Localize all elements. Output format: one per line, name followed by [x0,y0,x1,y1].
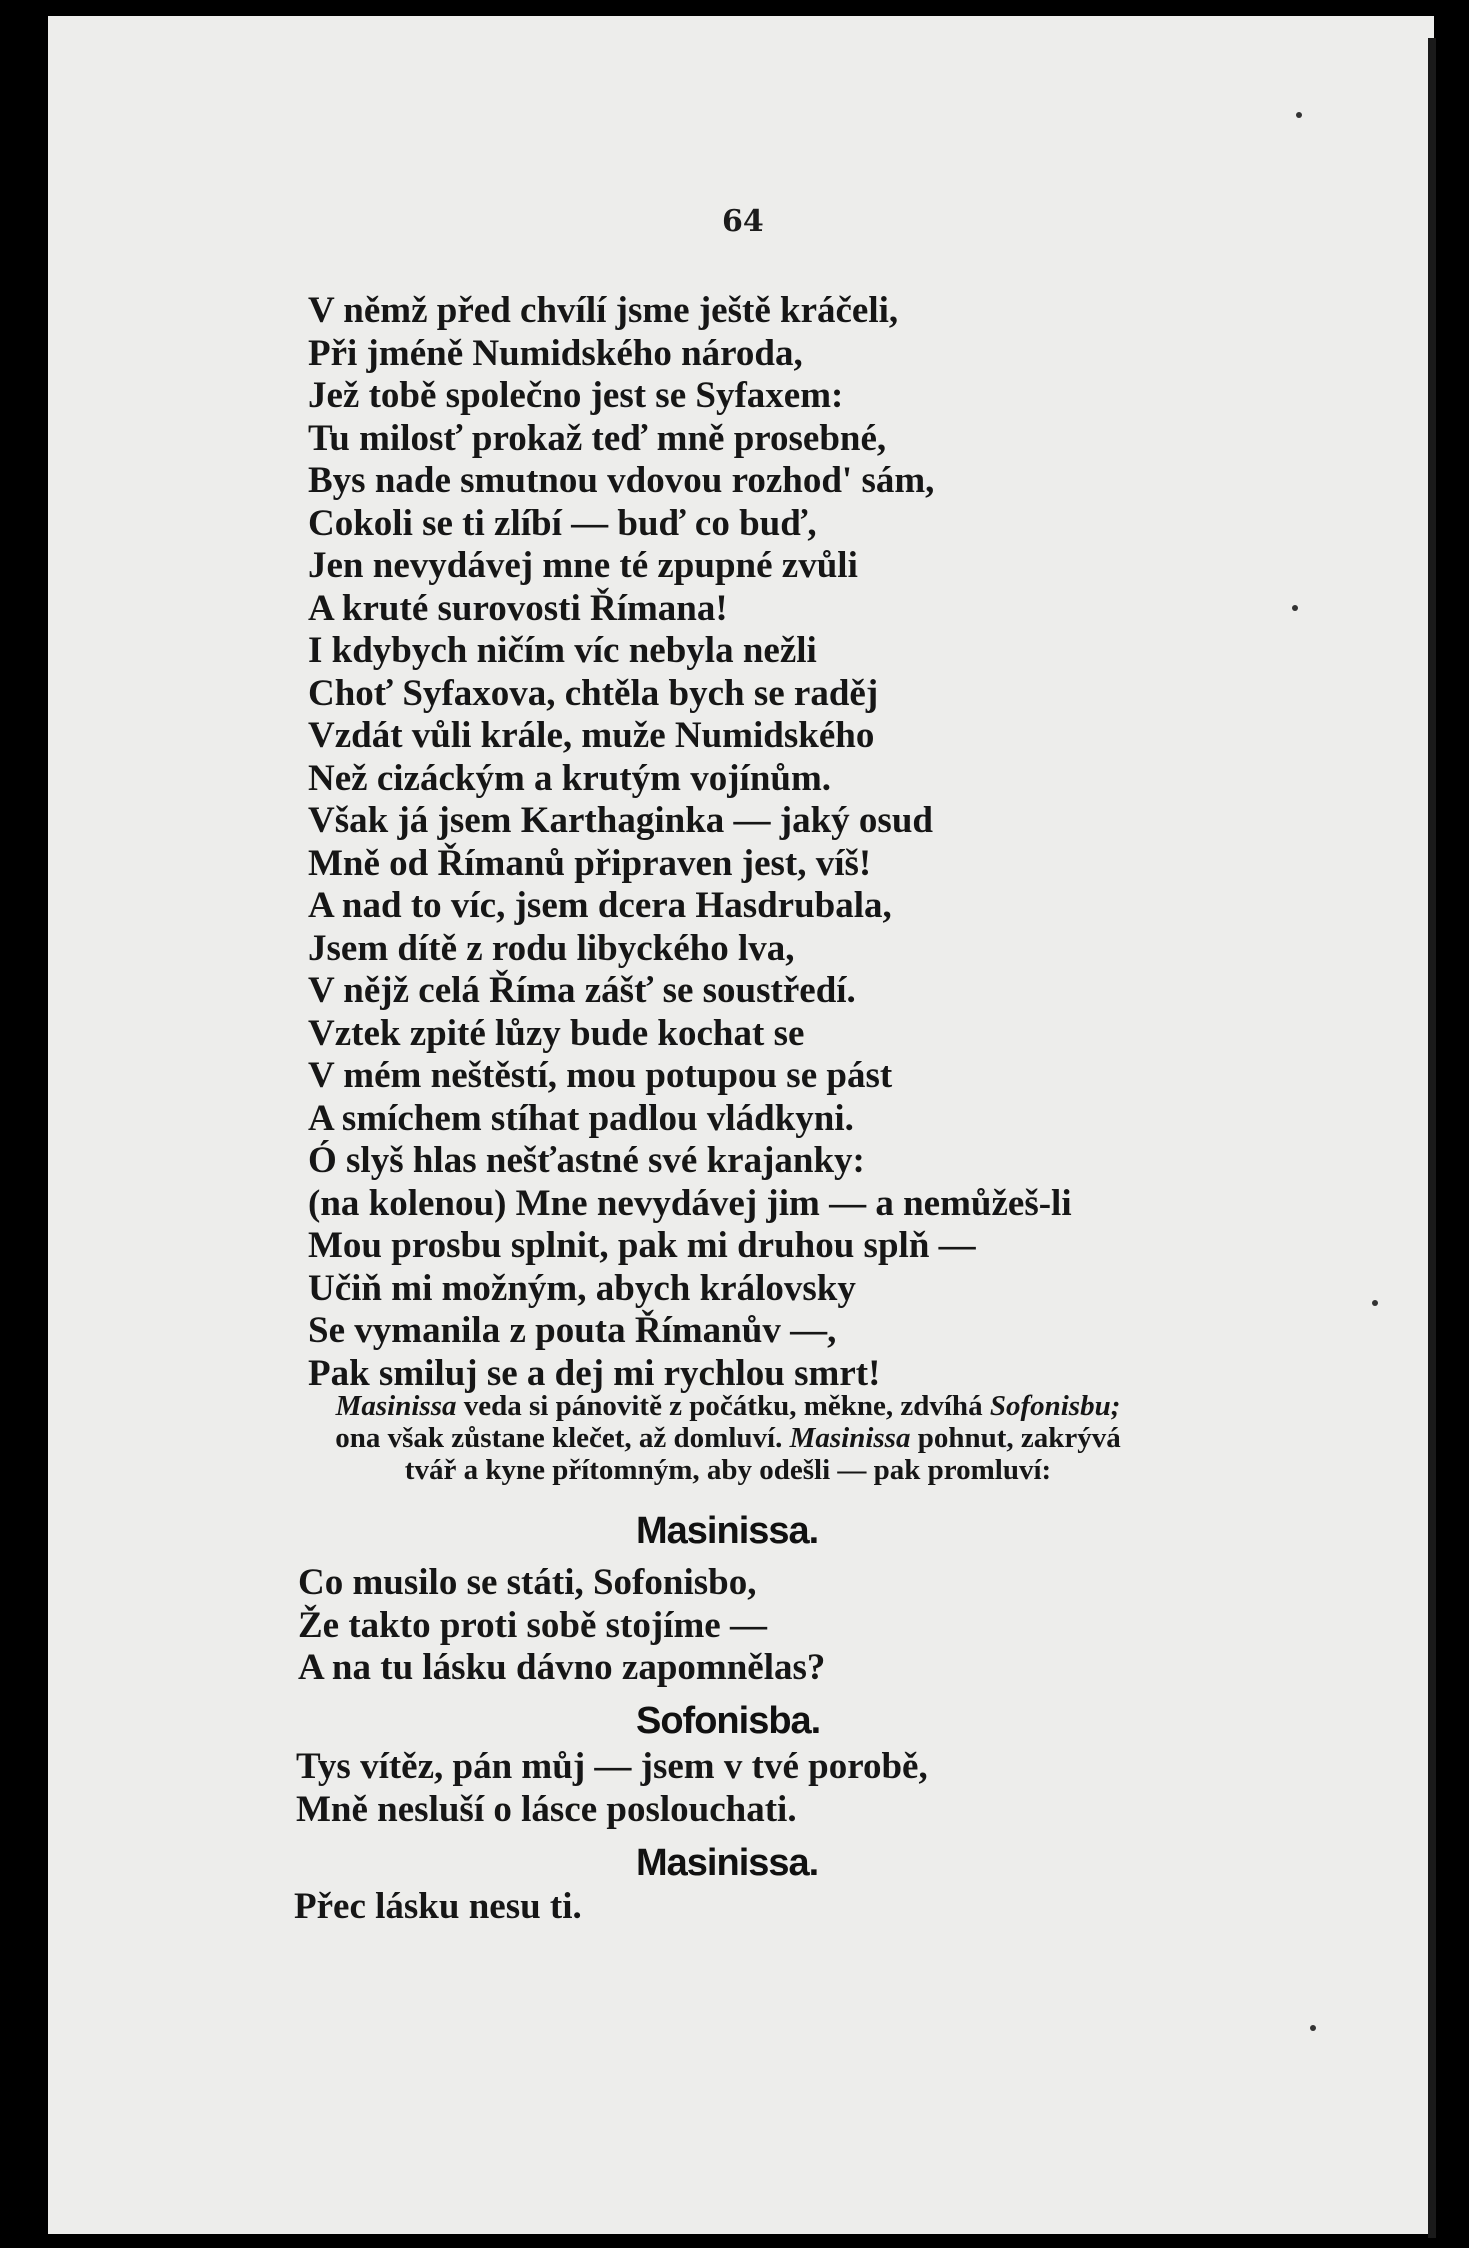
verse-line: Vztek zpité lůzy bude kochat se [308,1012,805,1054]
verse-line: V nějž celá Říma zášť se soustředí. [308,970,856,1011]
page-edge-shadow [1428,38,1436,2238]
page-number: 64 [722,204,764,239]
verse-line: Při jméně Numidského národa, [308,332,803,374]
dust-speck [1296,112,1302,118]
verse-line: V mém neštěstí, mou potupou se pást [308,1055,893,1096]
verse-line: V němž před chvílí jsme ještě kráčeli, [308,290,899,331]
verse-line: (na kolenou) Mne nevydávej jim — a nemůžeš-li [308,1182,1072,1224]
verse-line: Učiň mi možným, abych královsky [308,1267,856,1309]
dust-speck [1310,2025,1316,2031]
verse-line: Se vymanila z pouta Římanův —, [308,1310,837,1351]
verse-line: Mně nesluší o lásce poslouchati. [296,1788,797,1830]
verse-line: Mně od Římanů připraven jest, víš! [308,842,872,884]
verse-line: Co musilo se státi, Sofonisbo, [298,1562,757,1603]
stage-direction-line [208,1422,1248,1454]
verse-block-3 [296,1746,928,1831]
verse-line: Ó slyš hlas nešťastné své krajanky: [308,1140,865,1181]
character-name: Masinissa [335,1390,457,1422]
character-name: Sofonisbu; [989,1390,1121,1422]
stage-direction-line: tvář a kyne přítomným, aby odešli — pak promluví: [404,1454,1052,1486]
verse-line: A nad to víc, jsem dcera Hasdrubala, [308,885,892,926]
stage-direction-line [208,1390,1248,1422]
verse-line: Pak smiluj se a dej mi rychlou smrt! [308,1352,881,1394]
verse-line: Bys nade smutnou vdovou rozhod' sám, [308,460,935,501]
verse-line: Mou prosbu splnit, pak mi druhou splň — [308,1225,976,1266]
verse-line: A na tu lásku dávno zapomnělas? [298,1647,826,1688]
verse-line: I kdybych ničím víc nebyla nežli [308,630,817,671]
stage-direction-text: pohnut, zakrývá [910,1422,1121,1454]
stage-direction-text: veda si pánovitě z počátku, měkne, zdvíhá [456,1390,990,1422]
verse-line: Vzdát vůli krále, muže Numidského [308,715,875,756]
verse-line: Choť Syfaxova, chtěla bych se raděj [308,672,879,714]
speaker-heading: Masinissa. [636,1842,819,1884]
verse-line: Však já jsem Karthaginka — jaký osud [308,800,933,841]
stage-direction-text: ona však zůstane klečet, až domluví. [335,1422,790,1454]
verse-line: Jen nevydávej mne té zpupné zvůli [308,545,858,586]
verse-line: Jsem dítě z rodu libyckého lva, [308,927,795,969]
verse-block-1 [308,290,1072,1395]
dust-speck [1372,1300,1378,1306]
verse-block-4 [294,1886,582,1929]
verse-line: Tys vítěz, pán můj — jsem v tvé porobě, [296,1746,928,1787]
verse-line: Jež tobě společno jest se Syfaxem: [308,375,844,416]
speaker-heading: Sofonisba. [636,1700,821,1742]
verse-line: Tu milosť prokaž teď mně prosebné, [308,417,887,459]
verse-line: Přec lásku nesu ti. [294,1886,582,1927]
character-name: Masinissa [789,1422,911,1454]
verse-line: Že takto proti sobě stojíme — [298,1604,767,1646]
verse-line: Než cizáckým a krutým vojínům. [308,757,832,799]
verse-line: A smíchem stíhat padlou vládkyni. [308,1097,854,1139]
speaker-heading: Masinissa. [636,1510,819,1552]
dust-speck [1292,605,1298,611]
stage-direction [208,1390,1248,1486]
verse-block-2 [298,1562,825,1690]
verse-line: A kruté surovosti Římana! [308,587,728,629]
verse-line: Cokoli se ti zlíbí — buď co buď, [308,502,817,544]
